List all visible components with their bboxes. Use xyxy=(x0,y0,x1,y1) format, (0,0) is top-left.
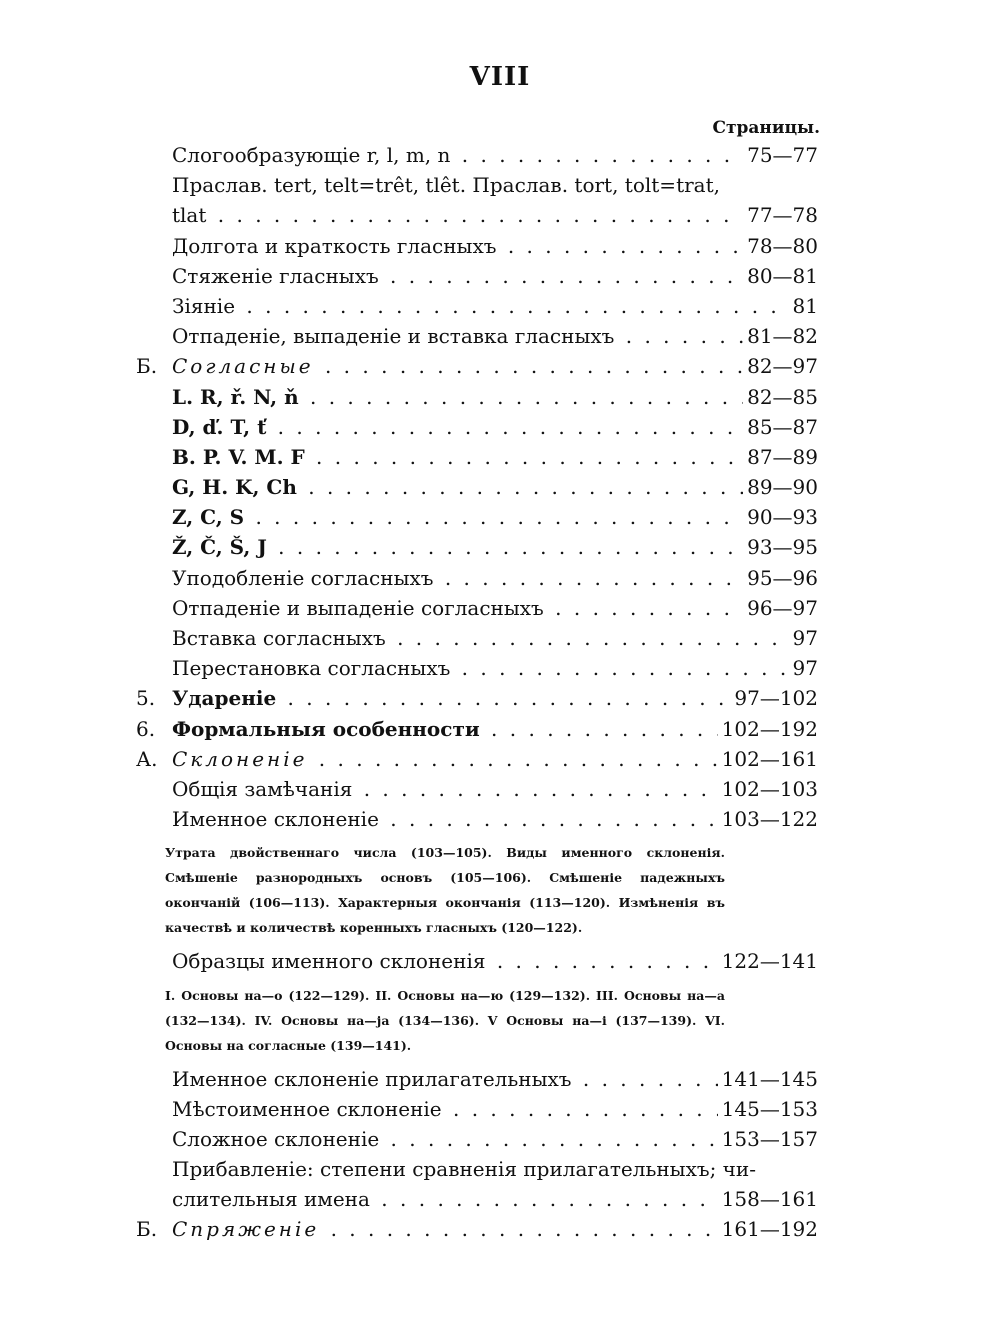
toc-entry-pages: 81—82 xyxy=(743,321,818,351)
toc-entry-leader xyxy=(172,563,818,593)
toc-entry-pages: 85—87 xyxy=(743,412,818,442)
toc-entry-title: tlat xyxy=(172,203,207,228)
toc-entry-leader xyxy=(172,382,818,412)
toc-entry xyxy=(0,532,1000,562)
toc-entry-pages: 102—103 xyxy=(718,774,818,804)
toc-entry-pages: 81 xyxy=(789,291,818,321)
toc-entry-title: Именное склоненіе прилагательныхъ xyxy=(172,1066,572,1091)
toc-entry-title: L. R, ř. N, ň xyxy=(172,384,299,409)
toc-entry xyxy=(0,200,1000,230)
toc-entry-title: Отпаденіе, выпаденіе и вставка гласныхъ xyxy=(172,324,615,349)
toc-entry-pages: 75—77 xyxy=(743,140,818,170)
toc-entry-pages: 102—161 xyxy=(718,744,818,774)
toc-entry-pages: 97—102 xyxy=(730,683,818,713)
toc-entry-title: D, ď. T, ť xyxy=(172,414,267,439)
toc-entry-pages: 87—89 xyxy=(743,442,818,472)
toc-entry-pages: 77—78 xyxy=(743,200,818,230)
toc-entry xyxy=(0,744,1000,774)
toc-entry xyxy=(0,1184,1000,1214)
toc-entry-title: Именное склоненіе xyxy=(172,807,379,832)
toc-entry-pages: 89—90 xyxy=(743,472,818,502)
toc-entry xyxy=(0,593,1000,623)
toc-entry-pages: 158—161 xyxy=(718,1184,818,1214)
toc-entry-leader xyxy=(172,231,818,261)
toc-entry-pages: 153—157 xyxy=(718,1124,818,1154)
toc-entry-pages: 141—145 xyxy=(718,1064,818,1094)
toc-entry-title: G, H. K, Ch xyxy=(172,475,297,500)
toc-entry-marker: 5. xyxy=(136,686,156,711)
toc-entry-title: Склоненіе xyxy=(172,746,308,771)
pages-column-header: Страницы. xyxy=(712,118,820,138)
toc-entry-title: Удареніе xyxy=(172,686,277,711)
toc-entry-leader xyxy=(172,472,818,502)
note-declension-patterns: I. Основы на—о (122—129). II. Основы на—ю (129—132). III. Основы на—а (132—134). IV. Основы на—ја (134—136). V Основы на—і (137—139). VI. Основы на согласные (139—141). xyxy=(165,987,725,1053)
toc-entry xyxy=(0,1124,1000,1154)
toc-entry-pages: 78—80 xyxy=(743,231,818,261)
toc-entry-leader xyxy=(172,140,818,170)
toc-entry-title: Ž, Č, Š, J xyxy=(172,535,267,560)
toc-entry-pages: 145—153 xyxy=(718,1094,818,1124)
page-number: VIII xyxy=(469,62,531,92)
toc-entry-title: Сложное склоненіе xyxy=(172,1126,380,1151)
toc-entry xyxy=(0,1214,1000,1244)
toc-entry-title: Стяженіе гласныхъ xyxy=(172,263,379,288)
toc-entry-title: Спряженіе xyxy=(172,1217,320,1242)
toc-entry xyxy=(0,140,1000,170)
toc-entry-title: Образцы именного склоненія xyxy=(172,949,486,974)
toc-entry-title-line: Праслав. tert, telt=trêt, tlêt. Праслав. tort, tolt=trat, xyxy=(172,173,720,198)
toc-entry-leader xyxy=(172,412,818,442)
toc-entry-title: Перестановка согласныхъ xyxy=(172,656,451,681)
toc-entry xyxy=(0,261,1000,291)
toc-entry xyxy=(0,774,1000,804)
toc-entry xyxy=(0,804,1000,834)
toc-entry-title: слительныя имена xyxy=(172,1187,370,1212)
toc-entry-marker: Б. xyxy=(136,1217,158,1242)
toc-entry xyxy=(0,231,1000,261)
toc-entry xyxy=(0,1064,1000,1094)
toc-entry-pages: 93—95 xyxy=(743,532,818,562)
toc-entry xyxy=(0,321,1000,351)
toc-entry-pages: 95—96 xyxy=(743,563,818,593)
toc-entry-title: B. P. V. M. F xyxy=(172,444,305,469)
toc-entry-pages: 122—141 xyxy=(718,946,818,976)
toc-entry-leader xyxy=(172,200,818,230)
toc-entry-leader xyxy=(172,291,818,321)
toc-entry-leader xyxy=(172,683,818,713)
toc-entry xyxy=(0,683,1000,713)
toc-entry-pages: 82—97 xyxy=(743,351,818,381)
toc-entry-pages: 97 xyxy=(789,623,818,653)
toc-entry-leader xyxy=(172,442,818,472)
toc-entry-title: Отпаденіе и выпаденіе согласныхъ xyxy=(172,595,544,620)
toc-entry-title: Мѣстоименное склоненіе xyxy=(172,1096,442,1121)
toc-entry-continued-line xyxy=(0,1154,1000,1184)
toc-entry-marker: 6. xyxy=(136,716,156,741)
toc-entry-leader xyxy=(172,261,818,291)
toc-entry-title: Общія замѣчанія xyxy=(172,776,353,801)
toc-entry-pages: 97 xyxy=(789,653,818,683)
toc-entry-marker: Б. xyxy=(136,354,158,379)
toc-entry-title: Вставка согласныхъ xyxy=(172,626,386,650)
toc-entry-leader xyxy=(172,321,818,351)
toc-entry xyxy=(0,1094,1000,1124)
toc-entry-leader xyxy=(172,623,818,653)
toc-entry-pages: 82—85 xyxy=(743,382,818,412)
toc-entry-title-line: Прибавленіе: степени сравненія прилагательныхъ; чи- xyxy=(172,1157,756,1182)
toc-entry-leader xyxy=(172,593,818,623)
toc-entry-pages: 90—93 xyxy=(743,502,818,532)
toc-entry-leader xyxy=(172,653,818,683)
toc-entry xyxy=(0,502,1000,532)
toc-entry xyxy=(0,412,1000,442)
toc-entry-leader xyxy=(172,502,818,532)
toc-entry-pages: 161—192 xyxy=(718,1214,818,1244)
toc-entry-title: Уподобленіе согласныхъ xyxy=(172,565,434,590)
toc-entry-title: Согласные xyxy=(172,354,314,379)
toc-entry xyxy=(0,653,1000,683)
toc-entry xyxy=(0,472,1000,502)
toc-entry-title: Зіяніе xyxy=(172,293,236,318)
table-of-contents xyxy=(0,140,1000,1245)
toc-entry-title: Долгота и краткость гласныхъ xyxy=(172,233,497,258)
toc-entry xyxy=(0,714,1000,744)
toc-entry xyxy=(0,623,1000,653)
toc-entry-continued-line xyxy=(0,170,1000,200)
toc-entry-title: Z, C, S xyxy=(172,505,245,530)
toc-entry xyxy=(0,382,1000,412)
toc-entry-marker: А. xyxy=(136,746,158,771)
toc-entry-pages: 102—192 xyxy=(718,714,818,744)
toc-entry xyxy=(0,946,1000,976)
toc-entry-leader xyxy=(172,351,818,381)
toc-entry-title: Слогообразующіе r, l, m, n xyxy=(172,143,451,167)
toc-entry xyxy=(0,291,1000,321)
toc-entry xyxy=(0,351,1000,381)
toc-entry-leader xyxy=(172,532,818,562)
toc-entry-pages: 96—97 xyxy=(743,593,818,623)
toc-entry xyxy=(0,563,1000,593)
toc-entry xyxy=(0,442,1000,472)
toc-entry-pages: 103—122 xyxy=(718,804,818,834)
toc-entry-pages: 80—81 xyxy=(743,261,818,291)
toc-entry-title: Формальныя особенности xyxy=(172,716,480,741)
note-nominal-declension: Утрата двойственнаго числа (103—105). Виды именного склоненія. Смѣшеніе разнородныхъ основъ (105—106). Смѣшеніе падежныхъ окончаній (106—113). Характерныя окончанія (113—120). Измѣненія въ качествѣ и количествѣ коренныхъ гласныхъ (120—122). xyxy=(165,845,725,936)
